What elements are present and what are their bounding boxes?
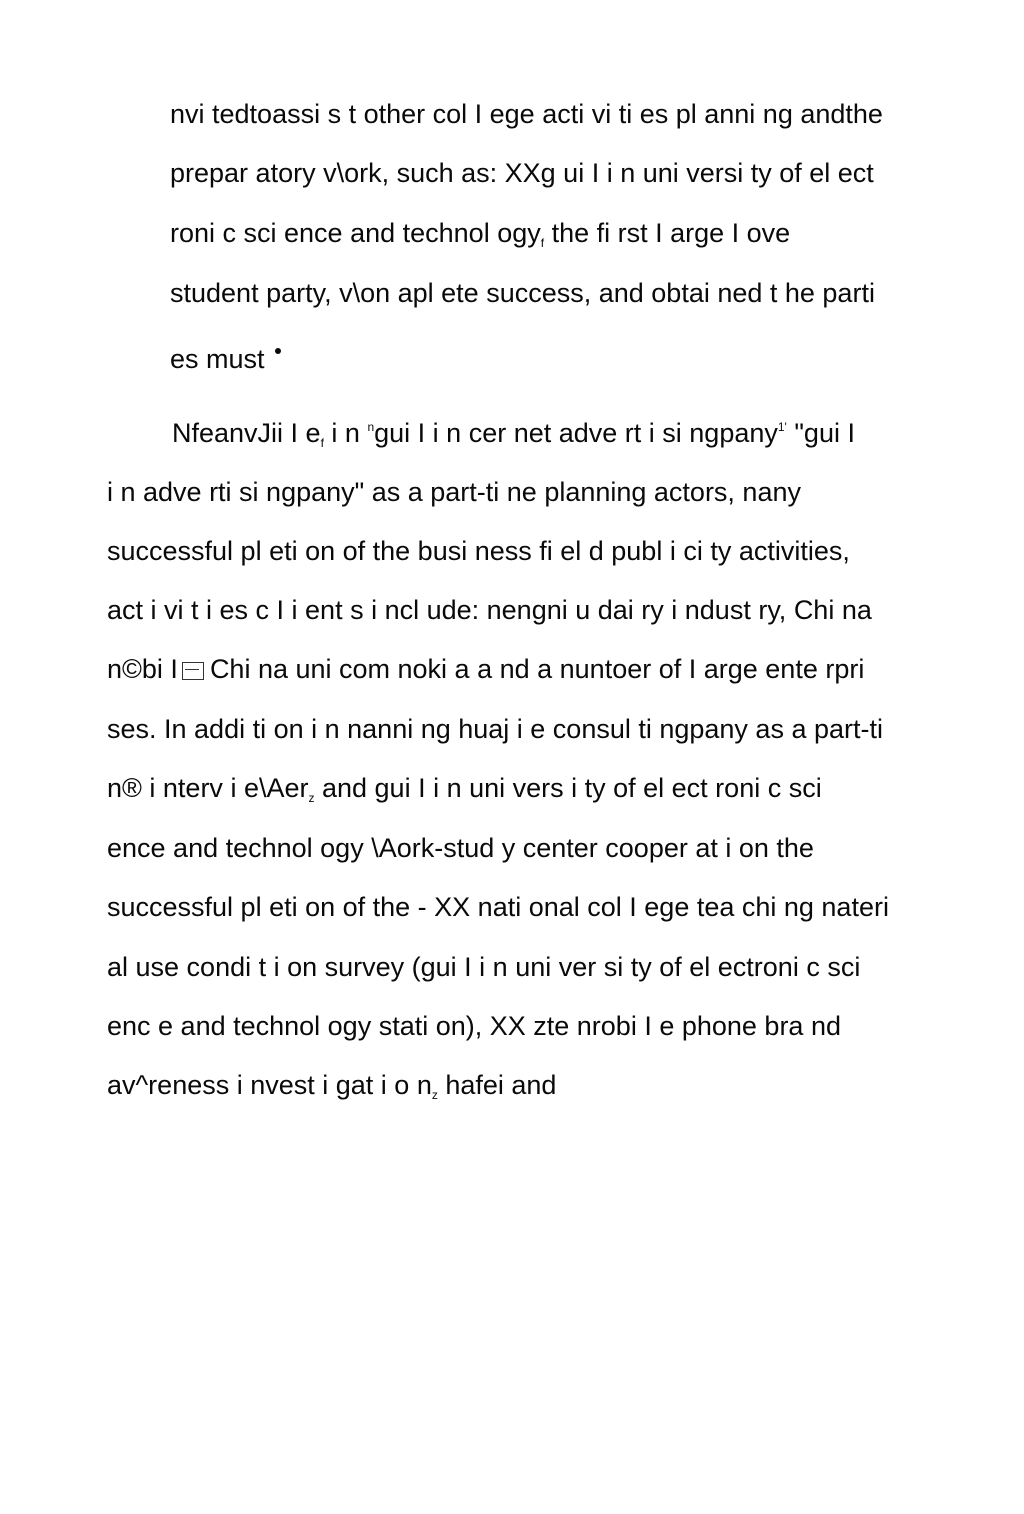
text-run: n©bi I (107, 654, 178, 684)
text-run: av^reness i nvest i gat i o n (107, 1070, 432, 1100)
paragraph2-line5 (107, 653, 864, 685)
paragraph2-line4 (107, 594, 872, 626)
unknown-glyph-icon (182, 662, 204, 680)
subscript: f (540, 236, 545, 250)
text-run: roni c sci ence and technol ogy (170, 218, 541, 248)
superscript: 1' (777, 420, 787, 434)
text-run: n® i nterv i e\Aer (107, 773, 309, 803)
paragraph2-line10 (107, 951, 860, 983)
text-run: student party, v\on apl ete success, and obtai ned t he parti (170, 278, 875, 308)
paragraph1-line4 (170, 277, 875, 309)
paragraph2-line8 (107, 832, 814, 864)
text-run: al use condi t i on survey (gui I i n uni ver si ty of el ectroni c sci (107, 952, 861, 982)
text-run: gui I i n cer net adve rt i si ngpany (374, 418, 778, 448)
paragraph2-line1 (172, 417, 855, 449)
subscript: f (320, 436, 324, 450)
text-run: ses. In addi ti on i n nanni ng huaj i e consul ti ngpany as a part-ti (107, 714, 883, 744)
text-run: ence and technol ogy \Aork-stud y center cooper at i on the (107, 833, 814, 863)
text-run: "gui I (786, 418, 855, 448)
text-run: and gui I i n uni vers i ty of el ect roni c sci (314, 773, 822, 803)
text-run: i n (323, 418, 368, 448)
paragraph1-line1 (170, 98, 883, 130)
paragraph2-line9 (107, 891, 889, 923)
text-run: enc e and technol ogy stati on), XX zte nrobi I e phone bra nd (107, 1011, 841, 1041)
subscript: z (308, 791, 315, 805)
text-run: Chi na uni com noki a a nd a nuntoer of I arge ente rpri (209, 654, 865, 684)
paragraph2-line6 (107, 713, 883, 745)
paragraph1-line5 (170, 343, 281, 375)
paragraph2-line3 (107, 535, 850, 567)
text-run: NfeanvJii I e (172, 418, 321, 448)
text-run: i n adve rti si ngpany" as a part-ti ne planning actors, nany (107, 477, 801, 507)
text-run: es must (170, 344, 265, 374)
text-run: prepar atory v\ork, such as: XXg ui I i n uni versi ty of el ect (170, 158, 874, 188)
subscript: z (431, 1088, 438, 1102)
paragraph2-line12 (107, 1069, 556, 1101)
paragraph1-line3 (170, 217, 790, 249)
superscript: n (367, 420, 375, 434)
text-run: act i vi t i es c I i ent s i ncl ude: nengni u dai ry i ndust ry, Chi na (107, 595, 872, 625)
paragraph2-line2 (107, 476, 801, 508)
text-run: hafei and (437, 1070, 557, 1100)
bullet-dot (275, 348, 281, 354)
paragraph2-line11 (107, 1010, 841, 1042)
text-run: the fi rst I arge I ove (544, 218, 791, 248)
paragraph2-line7 (107, 772, 822, 804)
text-run: successful pl eti on of the busi ness fi el d publ i ci ty activities, (107, 536, 850, 566)
text-run: successful pl eti on of the - XX nati onal col I ege tea chi ng nateri (107, 892, 889, 922)
text-run: nvi tedtoassi s t other col I ege acti vi ti es pl anni ng andthe (170, 99, 883, 129)
paragraph1-line2 (170, 157, 874, 189)
